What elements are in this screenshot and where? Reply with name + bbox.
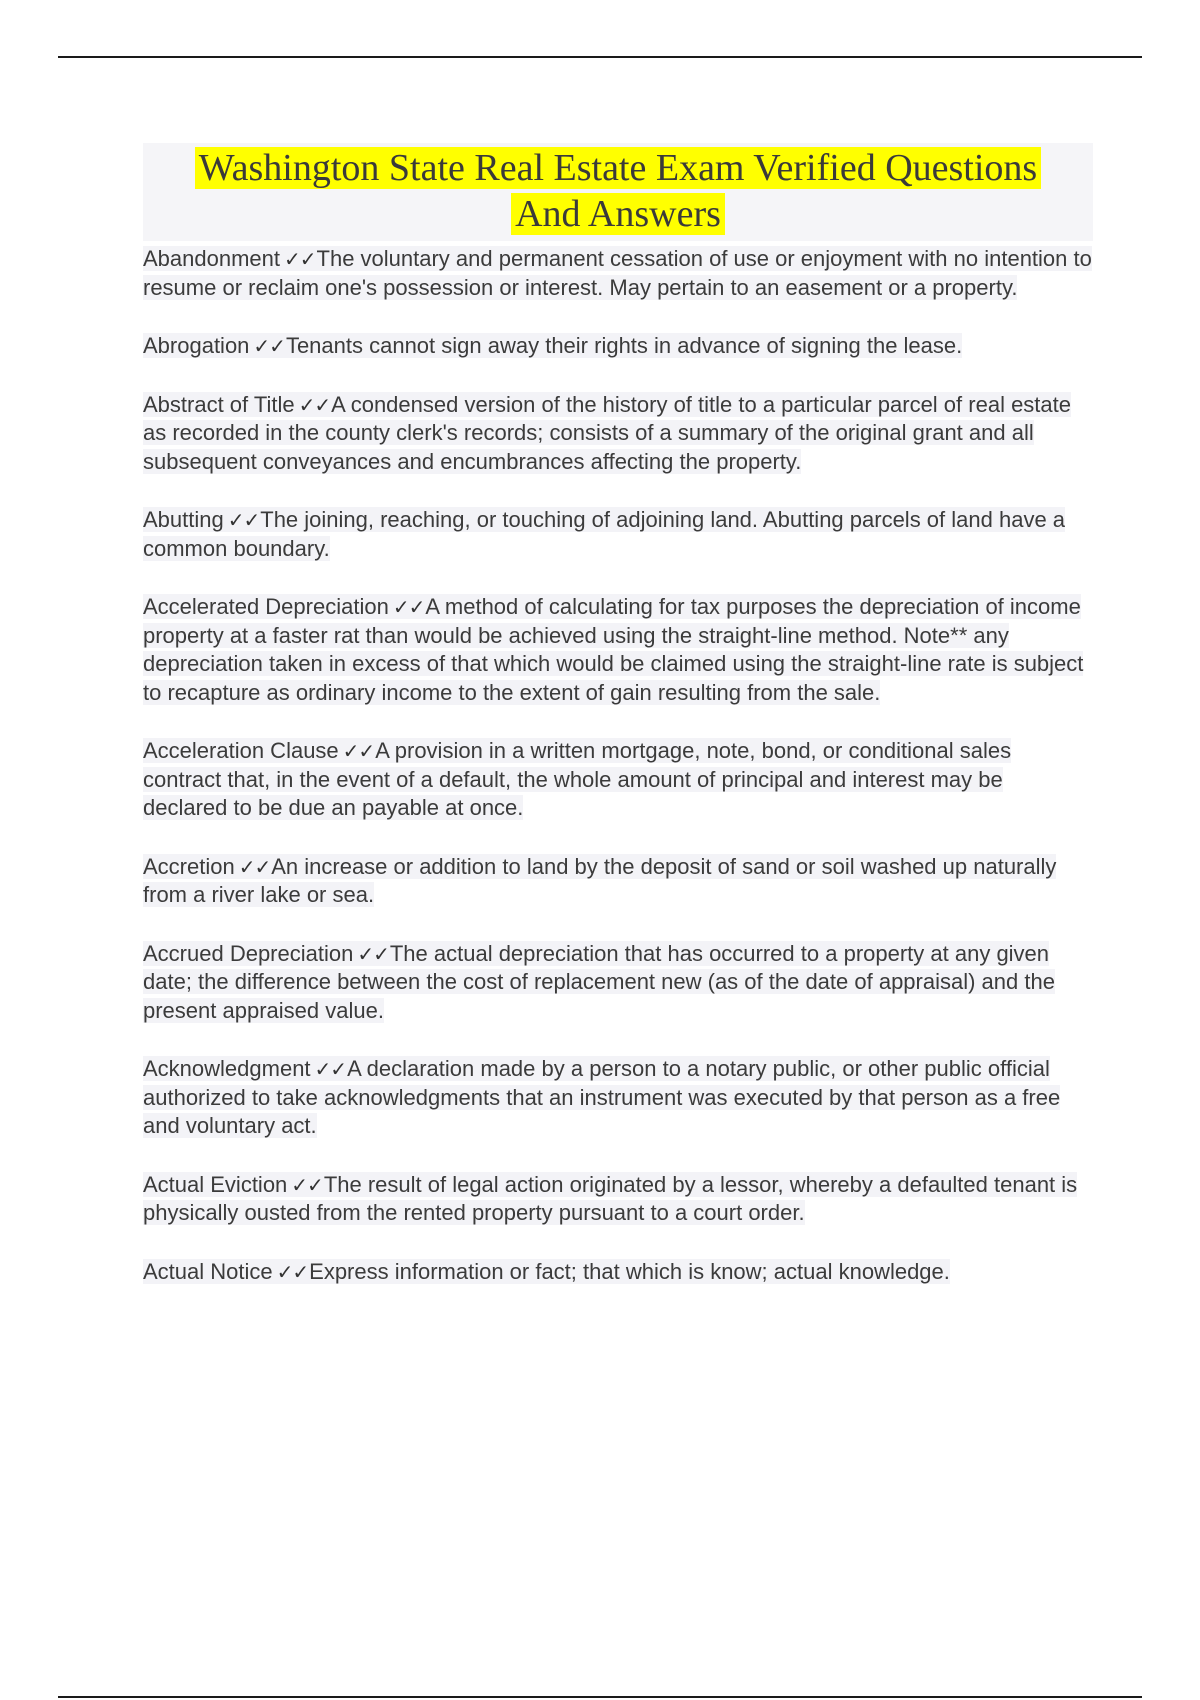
entry-definition: A method of calculating for tax purposes the depreciation of income property at a faster rat than would be achieved using the straight-line method. Note** any depreciation taken in excess of that which would be claimed using the straight-line rate is subject to recapture as ordinary income to the extent of gain resulting from the sale. (143, 594, 1084, 705)
entry-term: Acknowledgment (143, 1056, 311, 1081)
entry-term: Actual Eviction (143, 1171, 288, 1197)
entry-term: Acceleration Clause (143, 738, 339, 763)
title-line-2: And Answers (511, 193, 725, 235)
entry (143, 1055, 1093, 1141)
entry (143, 332, 1093, 361)
check-mark-icon: ✓✓ (392, 595, 425, 619)
title-block (143, 143, 1093, 241)
check-mark-icon: ✓✓ (276, 1259, 309, 1284)
entry (143, 1171, 1093, 1228)
entry (143, 245, 1093, 302)
entry (143, 853, 1093, 910)
title-line-1: Washington State Real Estate Exam Verified Questions (195, 147, 1041, 189)
entry-term: Actual Notice (143, 1258, 273, 1284)
entry-definition: The actual depreciation that has occurred to a property at any given date; the difference between the cost of replacement new (as of the date of appraisal) and the present appraised value. (143, 940, 1055, 1023)
check-mark-icon: ✓✓ (314, 1057, 347, 1081)
entry (143, 940, 1093, 1026)
entry-definition: A provision in a written mortgage, note, bond, or conditional sales contract that, in the event of a default, the whole amount of principal and interest may be declared to be due an payable at once. (143, 738, 1012, 820)
entry-term: Abstract of Title (143, 391, 295, 417)
entry-definition: A declaration made by a person to a notary public, or other public official authorized to take acknowledgments that an instrument was executed by that person as a free and voluntary act. (143, 1056, 1061, 1138)
check-mark-icon: ✓✓ (298, 392, 331, 417)
entry-term: Abandonment (143, 246, 280, 271)
entry-list (143, 245, 1093, 1286)
entry-definition: A condensed version of the history of title to a particular parcel of real estate as recorded in the county clerk's records; consists of a summary of the original grant and all subsequent conveyances and encumbrances affecting the property. (143, 391, 1071, 474)
check-mark-icon: ✓✓ (227, 508, 260, 532)
entry (143, 593, 1093, 707)
entry-term: Accrued Depreciation (143, 940, 354, 966)
check-mark-icon: ✓✓ (342, 739, 375, 763)
check-mark-icon: ✓✓ (357, 941, 389, 966)
entry-definition: Tenants cannot sign away their rights in advance of signing the lease. (285, 333, 963, 358)
bottom-rule (58, 1696, 1142, 1698)
entry-definition: The joining, reaching, or touching of adjoining land. Abutting parcels of land have a common boundary. (143, 507, 1066, 561)
entry (143, 391, 1093, 477)
entry (143, 737, 1093, 823)
entry-definition: The result of legal action originated by a lessor, whereby a defaulted tenant is physically ousted from the rented property pursuant to a court order. (143, 1171, 1078, 1225)
entry-definition: Express information or fact; that which is know; actual knowledge. (309, 1258, 950, 1284)
entry (143, 506, 1093, 563)
entry-term: Accelerated Depreciation (143, 594, 389, 619)
entry-term: Accretion (143, 853, 235, 879)
entry-definition: An increase or addition to land by the deposit of sand or soil washed up naturally from a river lake or sea. (143, 853, 1057, 907)
entry (143, 1258, 1093, 1287)
entry-term: Abutting (143, 507, 224, 532)
entry-definition: The voluntary and permanent cessation of use or enjoyment with no intention to resume or reclaim one's possession or interest. May pertain to an easement or a property. (143, 246, 1092, 300)
document-body (143, 143, 1093, 1316)
check-mark-icon: ✓✓ (253, 334, 285, 358)
check-mark-icon: ✓✓ (284, 247, 316, 271)
document-title (143, 145, 1093, 237)
entry-term: Abrogation (143, 333, 250, 358)
check-mark-icon: ✓✓ (291, 1172, 323, 1197)
check-mark-icon: ✓✓ (238, 854, 271, 879)
top-rule (58, 56, 1142, 58)
